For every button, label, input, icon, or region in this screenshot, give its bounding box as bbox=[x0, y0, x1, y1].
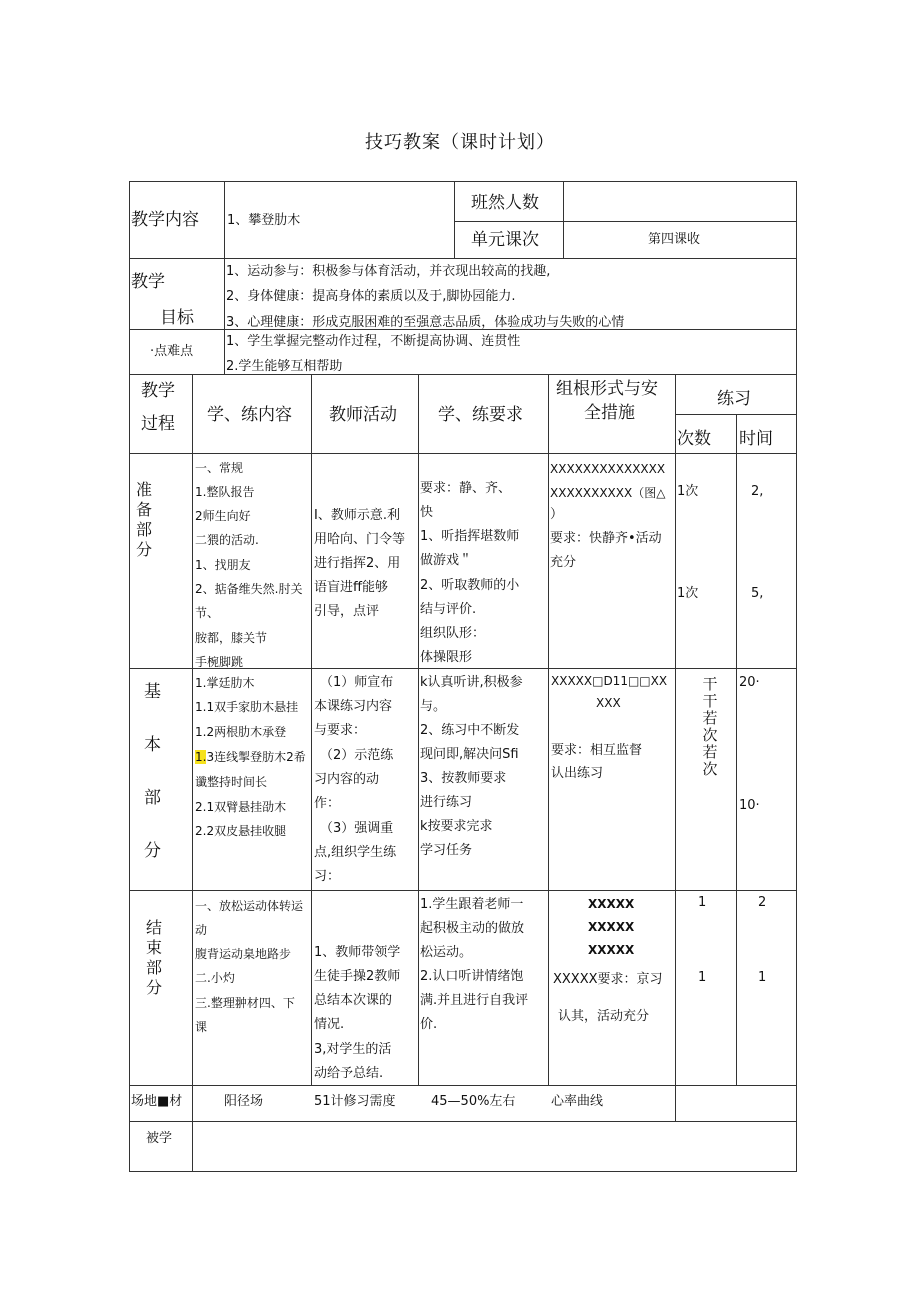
list-item: 节、 bbox=[195, 606, 220, 620]
unit-label: 单元课次 bbox=[471, 230, 539, 250]
prep-times-2: 1次 bbox=[677, 586, 699, 601]
col-times: 次数 bbox=[677, 429, 711, 449]
list-item: 生徒手操2教师 bbox=[314, 969, 401, 984]
list-item: 语盲进ff能够 bbox=[314, 580, 388, 595]
list-item: 习： bbox=[314, 869, 341, 884]
list-item: 做游戏＂ bbox=[420, 553, 473, 568]
notes-label: 被学 bbox=[146, 1131, 173, 1146]
list-item: 1.掌廷肋木 bbox=[195, 676, 255, 690]
basic-label: 本 bbox=[144, 735, 161, 755]
goal-item: 2、身体健康：提高身体的素质以及于,脚协园能力. bbox=[226, 289, 516, 304]
venue-value: 阳径场 bbox=[224, 1094, 264, 1109]
list-item: XXXXX□D11□□XX bbox=[551, 674, 668, 688]
list-item: 进行指挥2、用 bbox=[314, 556, 401, 571]
prep-duration-2: 5, bbox=[751, 586, 764, 601]
list-item: XXXXX bbox=[588, 897, 635, 911]
col-requirement: 学、练要求 bbox=[438, 405, 523, 425]
list-item: 与要求： bbox=[314, 723, 367, 738]
key-point-item: 1、学生掌握完整动作过程，不断提高协调、连贯性 bbox=[226, 334, 521, 349]
list-item: 体操限形 bbox=[420, 650, 473, 665]
list-item: XXXXXXXXXX（图△ bbox=[550, 486, 666, 500]
list-item: 要求：快静齐•活动 bbox=[550, 531, 662, 546]
list-item: 起积极主动的做放 bbox=[420, 921, 525, 936]
basic-duration-2: 10· bbox=[739, 798, 760, 813]
list-item: 一、常规 bbox=[195, 461, 244, 475]
goal-item: 3、心理健康：形成克服困难的至强意志品质，体验成功与失败的心情 bbox=[226, 315, 625, 329]
list-item: k按要求完求 bbox=[420, 819, 493, 834]
class-count-label: 班然人数 bbox=[471, 193, 539, 213]
end-duration-2: 1 bbox=[758, 970, 767, 985]
col-teacher: 教师活动 bbox=[329, 405, 397, 425]
list-item: 要求：相互监督 bbox=[551, 743, 643, 758]
highlight-mark: 1. bbox=[195, 750, 207, 764]
list-item: XXXXX bbox=[588, 943, 635, 957]
col-content: 学、练内容 bbox=[207, 405, 292, 425]
list-item: 认其，活动充分 bbox=[558, 1009, 650, 1024]
col-practice: 练习 bbox=[717, 389, 751, 409]
list-item: 点,组织学生练 bbox=[314, 845, 397, 860]
list-item: 三.整理翀材四、下 bbox=[195, 996, 295, 1010]
list-item: 1.学生跟着老师一 bbox=[420, 897, 524, 912]
prep-times-1: 1次 bbox=[677, 484, 699, 499]
end-times-1: 1 bbox=[698, 895, 707, 910]
list-item: 与。 bbox=[420, 699, 447, 714]
col-process: 过程 bbox=[141, 414, 175, 434]
list-item: 满.并且进行自我评 bbox=[420, 993, 529, 1008]
list-item: 2.1双臂悬挂劭木 bbox=[195, 800, 287, 814]
list-item: 课 bbox=[195, 1020, 208, 1034]
list-item: 认出练习 bbox=[551, 766, 604, 781]
unit-value: 第四课收 bbox=[648, 232, 701, 247]
list-item: k认真听讲,积极参 bbox=[420, 675, 523, 690]
list-item: 胺都，膝关节 bbox=[195, 631, 268, 645]
list-item-rest: 3连线掣登肪木2希 bbox=[206, 750, 306, 764]
list-item: 手椀脚跳 bbox=[195, 655, 244, 669]
basic-duration-1: 20· bbox=[739, 675, 760, 690]
list-item bbox=[195, 745, 306, 769]
col-org: 全措施 bbox=[584, 403, 635, 423]
list-item: 习内容的动 bbox=[314, 772, 380, 787]
list-item: 1、听指挥堪数师 bbox=[420, 529, 520, 544]
list-item: 充分 bbox=[550, 555, 577, 570]
basic-label: 部 bbox=[144, 788, 161, 808]
list-item: 情况. bbox=[314, 1017, 345, 1032]
list-item: （1）师宣布 bbox=[320, 675, 394, 690]
list-item: 用哈向、门令等 bbox=[314, 532, 406, 547]
heart-rate-label: 心率曲线 bbox=[551, 1094, 604, 1109]
list-item: 1、找朋友 bbox=[195, 558, 251, 572]
list-item: 2、练习中不断发 bbox=[420, 723, 520, 738]
list-item: 结与评价. bbox=[420, 602, 477, 617]
list-item: 进行练习 bbox=[420, 795, 473, 810]
goal-item: 1、运动参与：积极参与体育活动，并衣现出较高的找趣, bbox=[226, 264, 551, 279]
basic-label: 基 bbox=[144, 682, 161, 702]
list-item: I、教师示意.利 bbox=[314, 508, 400, 523]
list-item: ） bbox=[550, 507, 564, 522]
list-item: 总结本次课的 bbox=[314, 993, 393, 1008]
list-item: 谶整持时间长 bbox=[195, 775, 268, 789]
list-item: 3、按教师要求 bbox=[420, 771, 507, 786]
list-item: 价. bbox=[420, 1017, 438, 1032]
list-item: XXXXXXXXXXXXXX bbox=[550, 462, 666, 476]
end-label: 结束部分 bbox=[145, 918, 162, 997]
goals-list bbox=[226, 259, 666, 329]
list-item: 二猥的活动. bbox=[195, 533, 259, 547]
col-org: 组根形式与安 bbox=[556, 379, 658, 399]
list-item: （3）强调重 bbox=[320, 821, 394, 836]
list-item: 学习任务 bbox=[420, 843, 473, 858]
list-item: 2师生向好 bbox=[195, 509, 251, 523]
list-item: 2、听取教师的小 bbox=[420, 578, 520, 593]
content-label: 教学内容 bbox=[131, 210, 199, 230]
list-item: 一、放松运动体转运 bbox=[195, 899, 304, 913]
end-times-2: 1 bbox=[698, 970, 707, 985]
list-item: 3,对学生的活 bbox=[314, 1042, 392, 1057]
list-item: XXXXX要求：京习 bbox=[553, 972, 663, 987]
key-points-list bbox=[226, 330, 666, 374]
list-item: 松运动。 bbox=[420, 945, 473, 960]
key-points-label: ·点难点 bbox=[150, 344, 194, 359]
basic-label: 分 bbox=[144, 841, 161, 861]
list-item: 1.1双手家肋木悬挂 bbox=[195, 700, 299, 714]
list-item: 二.小灼 bbox=[195, 971, 235, 985]
list-item: 动给予总结. bbox=[314, 1066, 384, 1081]
list-item: 本课练习内容 bbox=[314, 699, 393, 714]
list-item: 引导，点评 bbox=[314, 604, 380, 619]
list-item: 腹背运动臬地路步 bbox=[195, 947, 292, 961]
prep-duration-1: 2, bbox=[751, 484, 764, 499]
list-item: 2.认口听讲情绪饱 bbox=[420, 969, 524, 984]
list-item: 现问即,解决问Sfi bbox=[420, 747, 519, 762]
venue-label: 场地■材 bbox=[131, 1094, 183, 1109]
key-point-item: 2.学生能够互相帮助 bbox=[226, 359, 343, 374]
goal-label-top: 教学 bbox=[131, 272, 165, 292]
basic-times: 干干若次若次 bbox=[702, 675, 718, 778]
list-item: 1.整队报告 bbox=[195, 485, 255, 499]
list-item: 组织队形： bbox=[420, 626, 486, 641]
list-item: 要求：静、齐、 bbox=[420, 481, 512, 496]
end-duration-1: 2 bbox=[758, 895, 767, 910]
density-label: 51计修习需度 bbox=[314, 1094, 396, 1109]
col-duration: 时间 bbox=[739, 429, 773, 449]
list-item: （2）示范练 bbox=[320, 748, 394, 763]
prep-org bbox=[549, 454, 675, 594]
density-value: 45—50%左右 bbox=[431, 1094, 516, 1109]
list-item: XXX bbox=[596, 696, 621, 710]
page-title: 技巧教案（课时计划） bbox=[365, 132, 555, 153]
list-item: XXXXX bbox=[588, 920, 635, 934]
list-item: 快 bbox=[420, 505, 434, 520]
prep-label: 准备部分 bbox=[135, 480, 152, 559]
list-item: 1、教师带领学 bbox=[314, 945, 401, 960]
list-item: 2.2双皮悬挂收腿 bbox=[195, 824, 287, 838]
list-item: 1.2两根肋木承登 bbox=[195, 725, 287, 739]
list-item: 2、掂备维失然.肘关 bbox=[195, 582, 303, 596]
list-item: 作： bbox=[314, 796, 341, 811]
goal-label-bottom: 目标 bbox=[160, 308, 194, 328]
col-process: 教学 bbox=[141, 381, 175, 401]
list-item: 动 bbox=[195, 923, 208, 937]
content-value: 1、攀登肋木 bbox=[227, 213, 301, 228]
